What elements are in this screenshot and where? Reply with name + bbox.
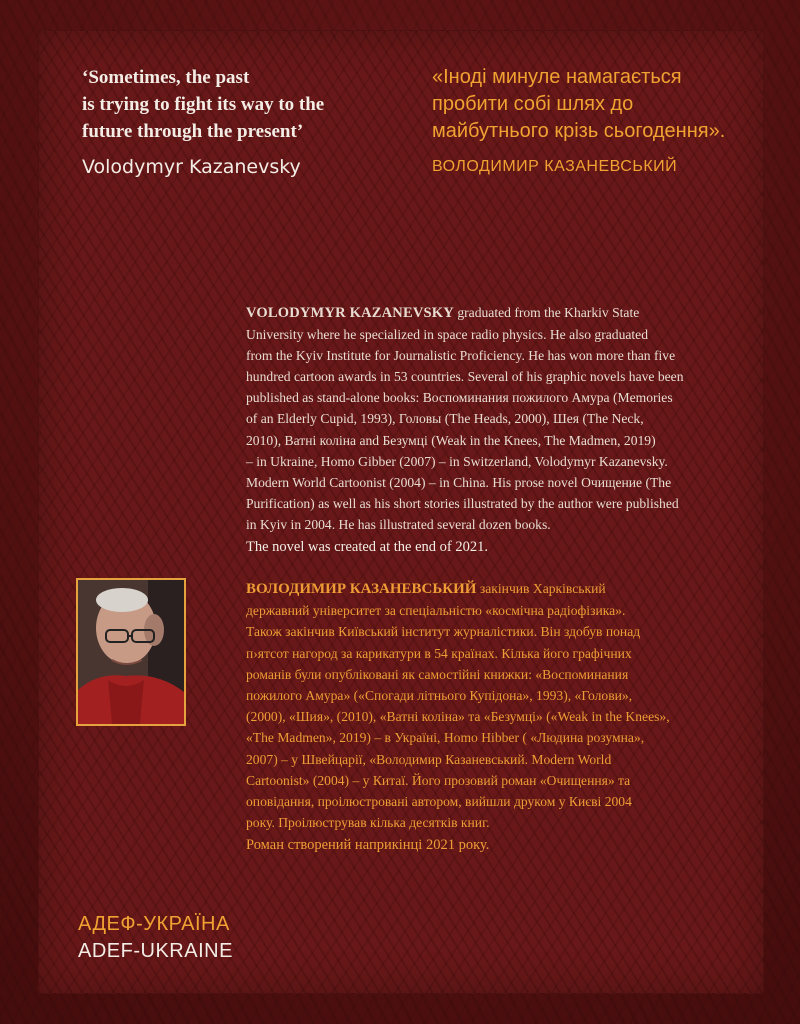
quote-ukrainian [432,64,792,145]
quote-uk-line: майбутнього крізь сьогодення». [432,120,726,142]
bio-en-line: Purification) as well as his short stories illustrated by the author were published [246,495,679,511]
publisher-name-ukrainian: АДЕФ-УКРАЇНА [78,913,230,935]
bio-en-line: published as stand-alone books: Воспоминания пожилого Амура (Memories [246,390,673,406]
bio-en-line: of an Elderly Cupid, 1993), Головы (The Heads, 2000), Шея (The Neck, [246,411,644,427]
bio-en-line: Modern World Cartoonist (2004) – in China. His prose novel Очищение (The [246,474,672,490]
quote-author-ukrainian: ВОЛОДИМИР КАЗАНЕВСЬКИЙ [432,158,678,175]
author-portrait-image [78,580,184,724]
bio-uk-line: п›ятсот нагород за карикатури в 54 країнах. Кілька його графічних [246,645,632,661]
bio-en-closing: The novel was created at the end of 2021. [246,539,488,556]
bio-en-line: University where he specialized in space radio physics. He also graduated [246,327,649,343]
quote-en-line: is trying to fight its way to the [82,94,325,115]
bio-en-line [246,302,746,324]
quote-author-english: Volodymyr Kazanevsky [82,156,301,178]
bio-en-line: from the Kyiv Institute for Journalistic Proficiency. He has won more than five [246,348,676,364]
biography-english [246,302,746,558]
author-photo [76,578,186,726]
bio-en-line: in Kyiv in 2004. He has illustrated several dozen books. [246,516,551,532]
bio-uk-line: пожилого Амура» («Спогади літнього Купідона», 1993), «Голови», [246,688,633,704]
biography-ukrainian [246,578,746,857]
bio-uk-first-line: закінчив Харківський [476,581,606,596]
bio-uk-line [246,578,746,600]
quote-uk-line: пробити собі шлях до [432,93,634,115]
bio-en-first-line: graduated from the Kharkiv State [453,305,640,320]
quote-en-line: ‘Sometimes, the past [82,67,250,88]
bio-uk-line: державний університет за спеціальністю «космічна радіофізика». [246,603,626,619]
quote-english [82,64,382,145]
quote-uk-line: «Іноді минуле намагається [432,66,682,88]
bio-en-author-name: VOLODYMYR KAZANEVSKY [246,305,454,321]
bio-en-line: 2010), Ватні коліна and Безумці (Weak in the Knees, The Madmen, 2019) [246,432,656,448]
bio-uk-line: (2000), «Шия», (2010), «Ватні коліна» та «Безумці» («Weak in the Knees», [246,709,670,725]
bio-en-line: hundred cartoon awards in 53 countries. Several of his graphic novels have been [246,369,684,385]
bio-en-line: – in Ukraine, Homo Gibber (2007) – in Switzerland, Volodymyr Kazanevsky. [246,453,668,469]
bio-uk-author-name: ВОЛОДИМИР КАЗАНЕВСЬКИЙ [246,581,477,597]
bio-uk-line: Cartoonist» (2004) – у Китаї. Його прозовий роман «Очищення» та [246,772,631,788]
bio-uk-line: романів були опубліковані як самостійні книжки: «Воспоминания [246,666,629,682]
bio-uk-line: Також закінчив Київський інститут журналістики. Він здобув понад [246,624,641,640]
bio-uk-line: року. Проілюстрував кілька десятків книг. [246,815,490,831]
publisher-name-english: ADEF-UKRAINE [78,940,233,962]
bio-uk-closing: Роман створений наприкінці 2021 року. [246,837,490,854]
bio-uk-line: 2007) – у Швейцарії, «Володимир Казаневський. Modern World [246,751,612,767]
bio-uk-line: «The Madmen», 2019) – в Україні, Homo Hibber ( «Людина розумна», [246,730,645,746]
bio-uk-line: оповідання, проілюстровані автором, вийшли друком у Києві 2004 [246,794,632,810]
quote-en-line: future through the present’ [82,121,304,142]
